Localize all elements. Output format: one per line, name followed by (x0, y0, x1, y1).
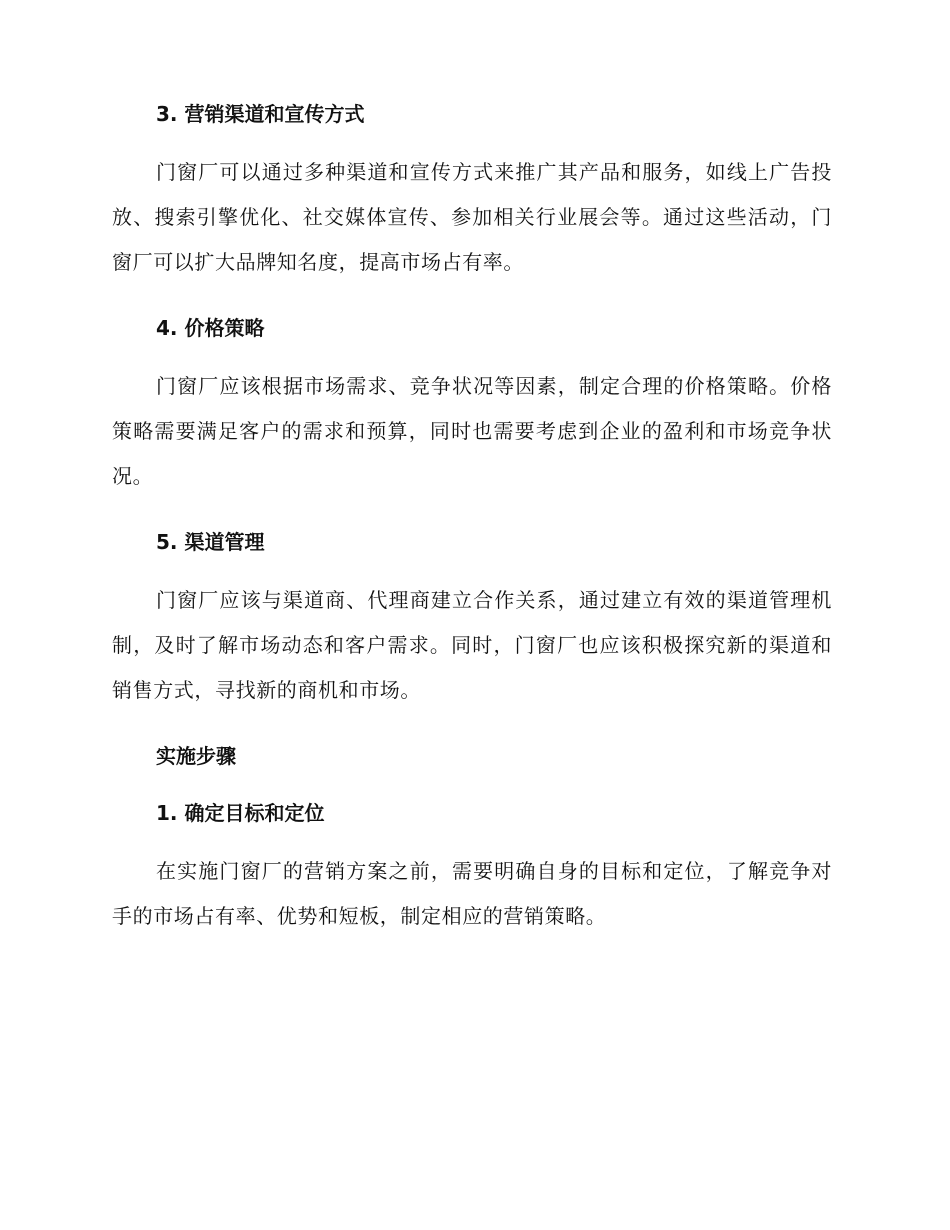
section-paragraph-pricing-strategy: 门窗厂应该根据市场需求、竞争状况等因素，制定合理的价格策略。价格策略需要满足客户的需求和预算，同时也需要考虑到企业的盈利和市场竞争状况。 (112, 374, 832, 488)
implementation-heading: 实施步骤 (156, 744, 236, 768)
section-heading-channel-management: 5. 渠道管理 (156, 530, 265, 554)
section-paragraph-channel-management: 门窗厂应该与渠道商、代理商建立合作关系，通过建立有效的渠道管理机制，及时了解市场动态和客户需求。同时，门窗厂也应该积极探究新的渠道和销售方式，寻找新的商机和市场。 (112, 588, 832, 702)
step-paragraph-goals-positioning: 在实施门窗厂的营销方案之前，需要明确自身的目标和定位，了解竞争对手的市场占有率、优势和短板，制定相应的营销策略。 (112, 859, 832, 928)
section-paragraph-marketing-channels: 门窗厂可以通过多种渠道和宣传方式来推广其产品和服务，如线上广告投放、搜索引擎优化、社交媒体宣传、参加相关行业展会等。通过这些活动，门窗厂可以扩大品牌知名度，提高市场占有率。 (112, 160, 832, 274)
document-page (112, 100, 832, 939)
section-heading-pricing-strategy: 4. 价格策略 (156, 316, 265, 340)
step-heading-goals-positioning: 1. 确定目标和定位 (156, 801, 325, 825)
section-heading-marketing-channels: 3. 营销渠道和宣传方式 (156, 102, 365, 126)
